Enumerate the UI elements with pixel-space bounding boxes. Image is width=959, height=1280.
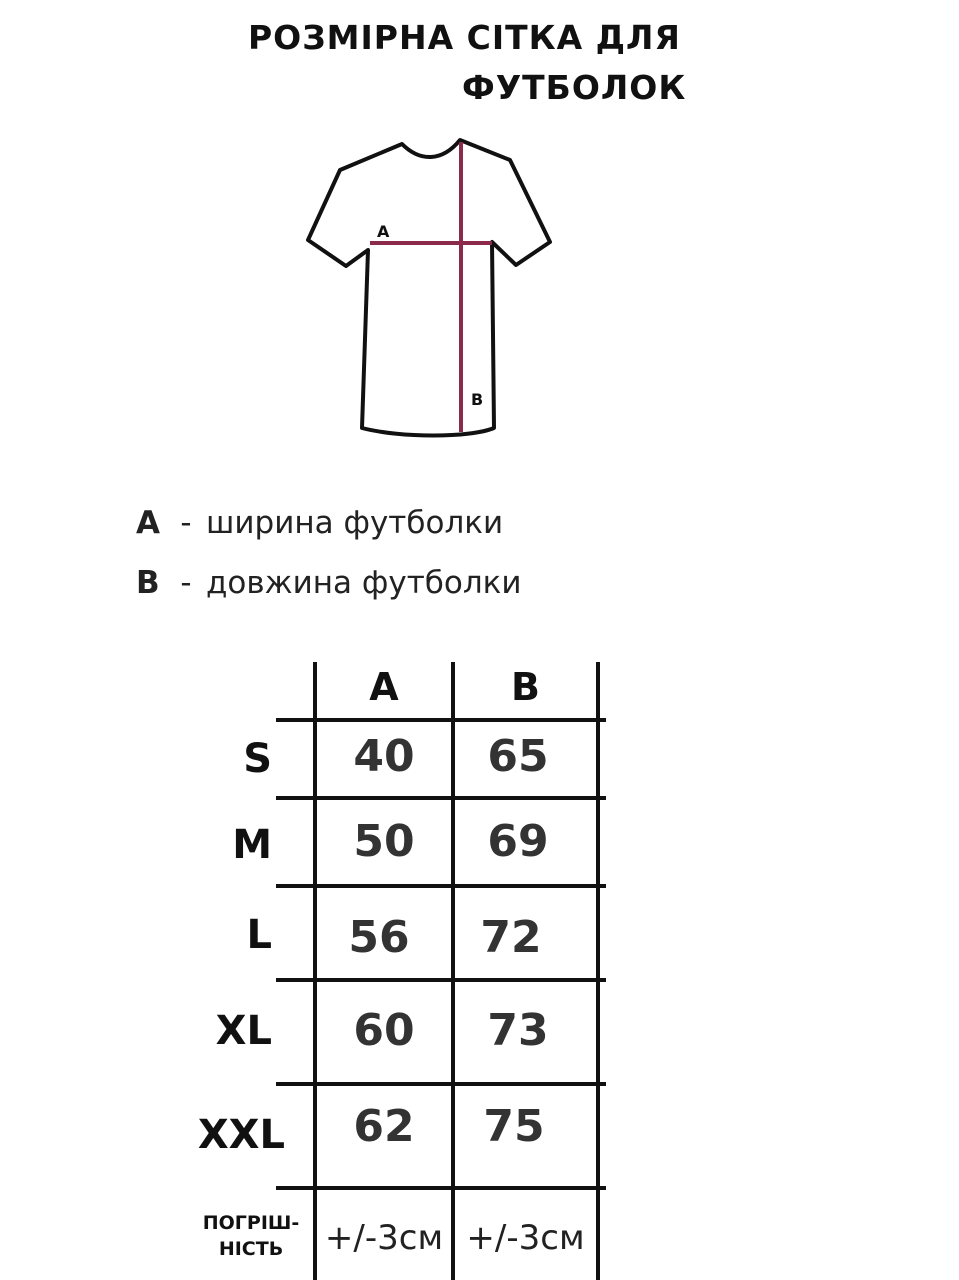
size-label: S [243, 736, 272, 782]
legend-text: ширина футболки [206, 505, 504, 541]
value-b: 65 [487, 731, 549, 782]
column-header-a: A [369, 665, 399, 709]
value-a: 56 [348, 912, 410, 963]
tolerance-a: +/-3см [324, 1218, 444, 1258]
value-b: 72 [480, 912, 542, 963]
legend-dash: - [180, 505, 192, 541]
column-header-b: B [511, 665, 540, 709]
size-label: XXL [197, 1112, 285, 1158]
tshirt-diagram [300, 130, 560, 450]
tolerance-b: +/-3см [466, 1218, 585, 1258]
value-b: 75 [483, 1101, 545, 1152]
tolerance-label-line1: ПОГРІШ- [202, 1212, 300, 1234]
table-divider [276, 978, 606, 982]
value-a: 50 [353, 816, 415, 867]
legend-key: A [136, 505, 160, 541]
value-a: 62 [353, 1101, 415, 1152]
table-divider [276, 884, 606, 888]
size-label: XL [215, 1008, 272, 1054]
value-a: 60 [353, 1005, 415, 1056]
value-b: 69 [487, 816, 549, 867]
legend-text: довжина футболки [206, 565, 522, 601]
page-title-line2: ФУТБОЛОК [462, 68, 687, 107]
table-divider [276, 1082, 606, 1086]
table-divider [276, 1186, 606, 1190]
page-title-line1: РОЗМІРНА СІТКА ДЛЯ [248, 18, 681, 57]
tshirt-outline [308, 140, 550, 436]
diagram-label-b: B [471, 390, 484, 409]
tolerance-label-line2: НІСТЬ [218, 1238, 284, 1260]
tolerance-label [196, 1210, 306, 1262]
legend-item-b [136, 565, 522, 601]
legend-item-a [136, 505, 503, 541]
size-label: L [246, 912, 272, 958]
table-divider [276, 718, 606, 722]
table-divider [276, 796, 606, 800]
value-b: 73 [487, 1005, 549, 1056]
diagram-label-a: A [377, 222, 390, 241]
legend-key: B [136, 565, 160, 601]
legend-dash: - [180, 565, 192, 601]
value-a: 40 [353, 731, 415, 782]
size-label: M [232, 822, 272, 868]
